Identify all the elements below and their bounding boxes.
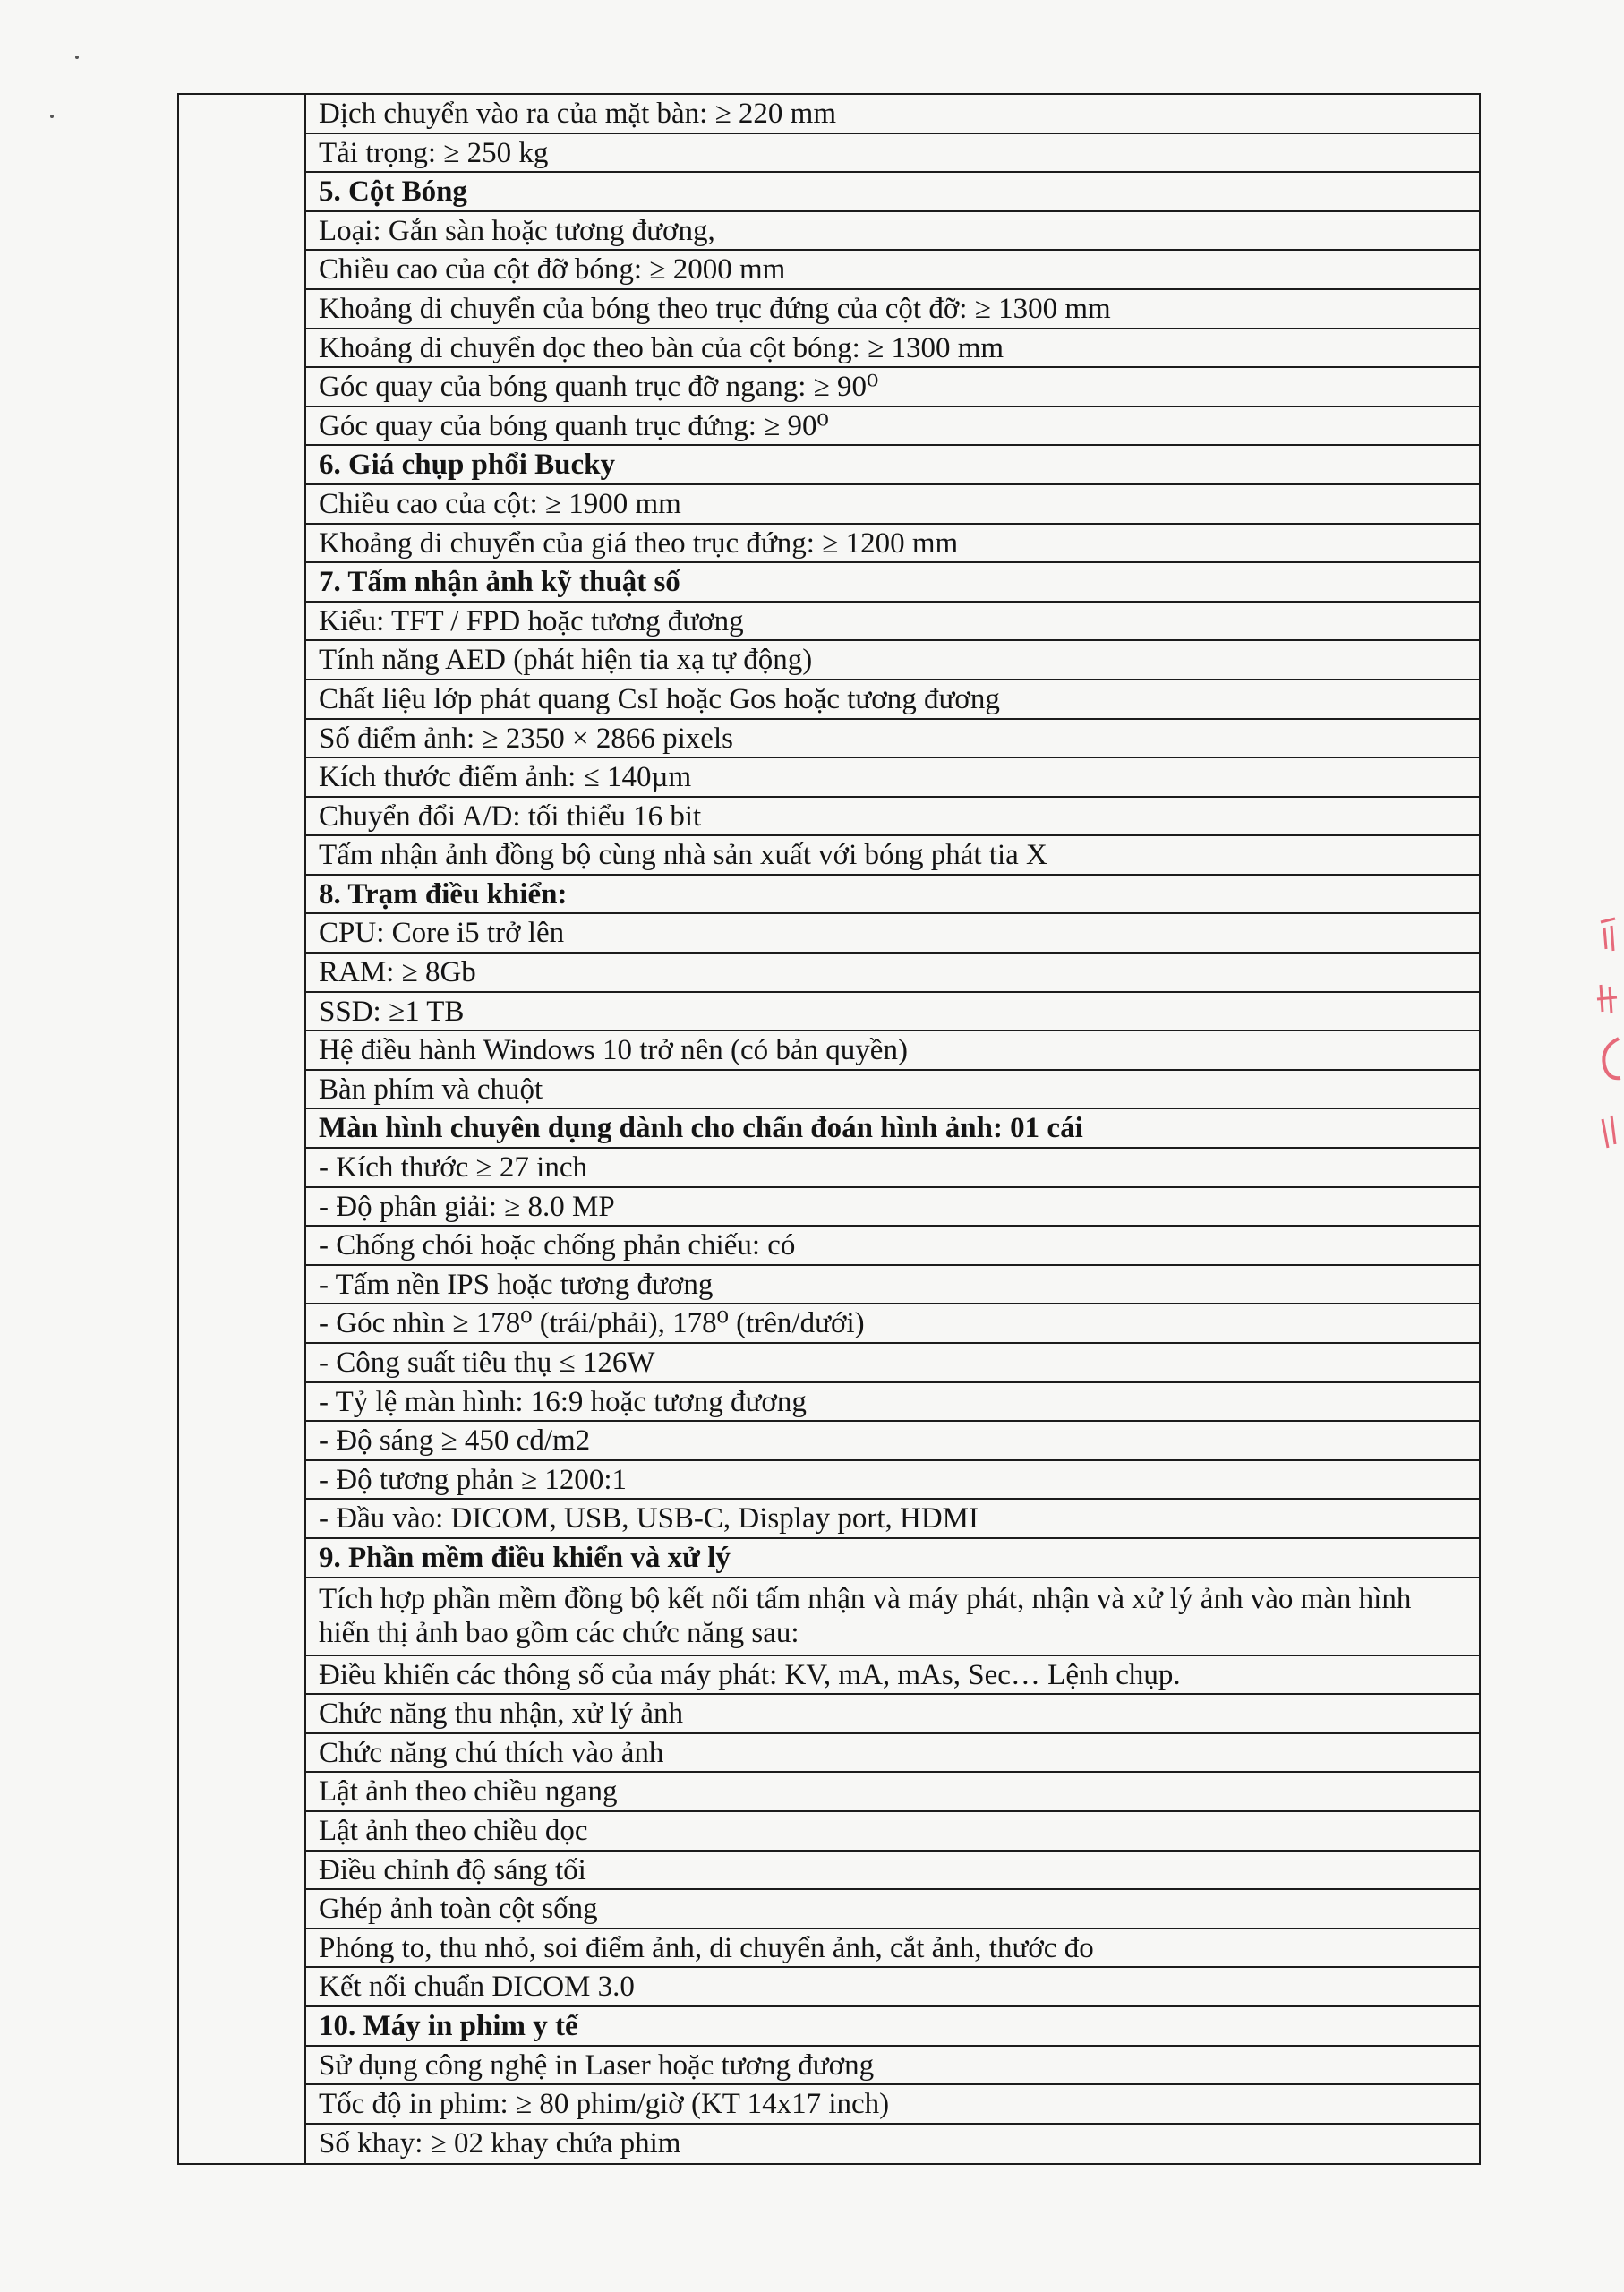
scan-speck xyxy=(50,115,54,118)
spec-item: - Góc nhìn ≥ 178⁰ (trái/phải), 178⁰ (trên/dưới) xyxy=(306,1304,1479,1344)
spec-item: Số khay: ≥ 02 khay chứa phim xyxy=(319,2126,681,2159)
spec-item: - Độ tương phản ≥ 1200:1 xyxy=(306,1461,1479,1501)
spec-item: Hệ điều hành Windows 10 trở nên (có bản quyền) xyxy=(306,1031,1479,1071)
spec-item: Tải trọng: ≥ 250 kg xyxy=(306,134,1479,174)
spec-table xyxy=(177,93,1481,2165)
spec-item: Ghép ảnh toàn cột sống xyxy=(306,1890,1479,1929)
spec-item: Góc quay của bóng quanh trục đỡ ngang: ≥ 90⁰ xyxy=(306,368,1479,407)
spec-item: Chiều cao của cột: ≥ 1900 mm xyxy=(306,485,1479,525)
spec-item: Điều chỉnh độ sáng tối xyxy=(306,1852,1479,1891)
spec-item: Chiều cao của cột đỡ bóng: ≥ 2000 mm xyxy=(306,251,1479,290)
spec-item: Chuyển đổi A/D: tối thiểu 16 bit xyxy=(306,798,1479,837)
spec-item: Góc quay của bóng quanh trục đứng: ≥ 90⁰ xyxy=(306,407,1479,447)
spec-item: Chức năng thu nhận, xử lý ảnh xyxy=(306,1695,1479,1734)
spec-item: Khoảng di chuyển của giá theo trục đứng: ≥ 1200 mm xyxy=(306,525,1479,564)
blank-left-column xyxy=(178,94,305,2164)
section-heading: Màn hình chuyên dụng dành cho chẩn đoán hình ảnh: 01 cái xyxy=(306,1109,1479,1149)
spec-item: - Tỷ lệ màn hình: 16:9 hoặc tương đương xyxy=(306,1383,1479,1423)
spec-item: Loại: Gắn sàn hoặc tương đương, xyxy=(306,212,1479,252)
spec-item: Số điểm ảnh: ≥ 2350 × 2866 pixels xyxy=(306,720,1479,759)
spec-item: Chất liệu lớp phát quang CsI hoặc Gos hoặc tương đương xyxy=(306,680,1479,720)
spec-item: - Đầu vào: DICOM, USB, USB-C, Display port, HDMI xyxy=(306,1500,1479,1539)
spec-item: Kích thước điểm ảnh: ≤ 140µm xyxy=(306,758,1479,798)
spec-list-column xyxy=(305,94,1480,2164)
section-heading: 8. Trạm điều khiển: xyxy=(306,876,1479,915)
spec-item: Khoảng di chuyển dọc theo bàn của cột bóng: ≥ 1300 mm xyxy=(306,329,1479,369)
spec-item: CPU: Core i5 trở lên xyxy=(306,914,1479,954)
section-heading: 10. Máy in phim y tế xyxy=(306,2007,1479,2047)
spec-item: - Tấm nền IPS hoặc tương đương xyxy=(306,1266,1479,1305)
spec-item: RAM: ≥ 8Gb xyxy=(306,954,1479,993)
spec-item: Tính năng AED (phát hiện tia xạ tự động) xyxy=(306,641,1479,680)
spec-item: Khoảng di chuyển của bóng theo trục đứng của cột đỡ: ≥ 1300 mm xyxy=(306,290,1479,329)
spec-table-row xyxy=(178,94,1480,2164)
spec-item: - Chống chói hoặc chống phản chiếu: có xyxy=(306,1227,1479,1266)
spec-item: - Độ phân giải: ≥ 8.0 MP xyxy=(306,1188,1479,1227)
spec-item: Kết nối chuẩn DICOM 3.0 xyxy=(306,1968,1479,2007)
spec-item: Lật ảnh theo chiều dọc xyxy=(306,1812,1479,1852)
spec-item: Bàn phím và chuột xyxy=(306,1071,1479,1110)
section-heading: 5. Cột Bóng xyxy=(306,173,1479,212)
spec-item: Phóng to, thu nhỏ, soi điểm ảnh, di chuyển ảnh, cắt ảnh, thước đo xyxy=(306,1929,1479,1969)
spec-item: Lật ảnh theo chiều ngang xyxy=(306,1773,1479,1812)
spec-item: Điều khiển các thông số của máy phát: KV, mA, mAs, Sec… Lệnh chụp. xyxy=(306,1656,1479,1696)
spec-item: - Kích thước ≥ 27 inch xyxy=(306,1149,1479,1188)
scan-speck xyxy=(75,56,79,59)
section-heading: 9. Phần mềm điều khiển và xử lý xyxy=(306,1539,1479,1578)
spec-item: Tích hợp phần mềm đồng bộ kết nối tấm nhận và máy phát, nhận và xử lý ảnh vào màn hình hiển thị ảnh bao gồm các chức năng sau: xyxy=(306,1578,1479,1656)
margin-stamp-fragment xyxy=(1588,913,1624,1182)
spec-item: SSD: ≥1 TB xyxy=(306,993,1479,1032)
spec-item: Dịch chuyển vào ra của mặt bàn: ≥ 220 mm xyxy=(306,95,1479,134)
section-heading: 6. Giá chụp phổi Bucky xyxy=(306,446,1479,485)
spec-item: Sử dụng công nghệ in Laser hoặc tương đương xyxy=(306,2047,1479,2086)
spec-item: - Độ sáng ≥ 450 cd/m2 xyxy=(306,1422,1479,1461)
section-heading: 7. Tấm nhận ảnh kỹ thuật số xyxy=(306,563,1479,603)
spec-item: Tấm nhận ảnh đồng bộ cùng nhà sản xuất với bóng phát tia X xyxy=(306,836,1479,876)
spec-item: Kiểu: TFT / FPD hoặc tương đương xyxy=(306,603,1479,642)
spec-item: Chức năng chú thích vào ảnh xyxy=(306,1734,1479,1774)
spec-rows xyxy=(306,95,1479,2163)
spec-item: - Công suất tiêu thụ ≤ 126W xyxy=(306,1344,1479,1383)
spec-item: Tốc độ in phim: ≥ 80 phim/giờ (KT 14x17 inch) xyxy=(306,2085,1479,2125)
